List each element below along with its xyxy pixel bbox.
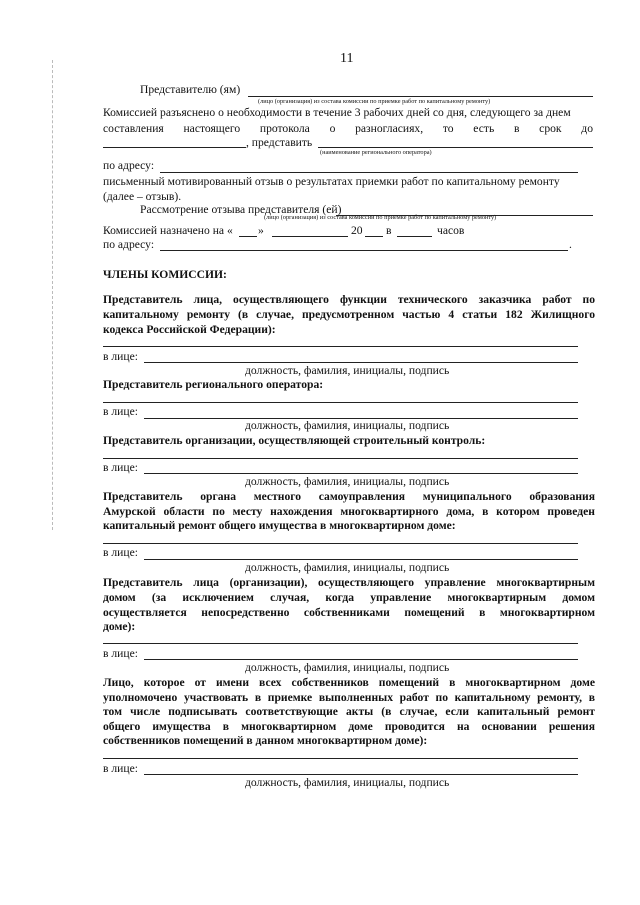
section-3-org-field[interactable] xyxy=(103,458,578,459)
section-4-org-field[interactable] xyxy=(103,543,578,544)
section-6-person-field[interactable] xyxy=(144,774,578,775)
section-5-line-3: осуществляется непосредственно собственниками помещений в многоквартирном xyxy=(103,606,595,619)
feedback-text-2: (далее – отзыв). xyxy=(103,190,182,203)
section-1-signature-caption: должность, фамилия, инициалы, подпись xyxy=(245,364,450,377)
section-6-in-person-label: в лице: xyxy=(103,762,138,775)
section-4-signature-caption: должность, фамилия, инициалы, подпись xyxy=(245,561,450,574)
section-6-line-3: том числе подписывать соответствующие акты (в случае, если капитальный ремонт xyxy=(103,705,595,718)
representative-field[interactable] xyxy=(248,96,593,97)
section-4-in-person-label: в лице: xyxy=(103,546,138,559)
section-2-line-1: Представитель регионального оператора: xyxy=(103,378,324,391)
section-1-line-1: Представитель лица, осуществляющего функции технического заказчика работ по xyxy=(103,293,595,306)
submit-label: , представить xyxy=(246,136,313,149)
section-6-signature-caption: должность, фамилия, инициалы, подпись xyxy=(245,776,450,789)
section-1-line-2: капитальному ремонту (в случае, предусмотренном частью 4 статьи 182 Жилищного xyxy=(103,308,595,321)
section-2-org-field[interactable] xyxy=(103,402,578,403)
address-end: . xyxy=(569,238,572,251)
representative-label: Представителю (ям) xyxy=(140,83,241,96)
appointed-month-field[interactable] xyxy=(272,236,348,237)
section-4-line-2: Амурской области по месту нахождения многоквартирного дома, в котором проведен xyxy=(103,505,595,518)
section-4-line-1: Представитель органа местного самоуправления муниципального образования xyxy=(103,490,595,503)
section-1-in-person-label: в лице: xyxy=(103,350,138,363)
section-6-org-field[interactable] xyxy=(103,758,578,759)
section-1-person-field[interactable] xyxy=(144,362,578,363)
section-5-line-1: Представитель лица (организации), осуществляющего управление многоквартирным xyxy=(103,576,595,589)
section-5-in-person-label: в лице: xyxy=(103,647,138,660)
section-5-org-field[interactable] xyxy=(103,643,578,644)
review-label: Рассмотрение отзыва представителя (ей) xyxy=(140,203,342,216)
section-5-person-field[interactable] xyxy=(144,659,578,660)
appointed-year-suffix: в xyxy=(386,224,392,237)
section-3-in-person-label: в лице: xyxy=(103,461,138,474)
address-field-2[interactable] xyxy=(160,250,568,251)
address-label-2: по адресу: xyxy=(103,238,155,251)
section-5-signature-caption: должность, фамилия, инициалы, подпись xyxy=(245,661,450,674)
feedback-text-1: письменный мотивированный отзыв о результатах приемки работ по капитальному ремонту xyxy=(103,175,560,188)
appointed-year-field[interactable] xyxy=(365,236,383,237)
preparation-text: составления настоящего протокола о разногласиях, то есть в срок до xyxy=(103,122,593,135)
section-4-line-3: капитальный ремонт общего имущества в многоквартирном доме: xyxy=(103,519,456,532)
section-2-in-person-label: в лице: xyxy=(103,405,138,418)
section-5-line-4: доме): xyxy=(103,620,136,633)
section-3-person-field[interactable] xyxy=(144,473,578,474)
appointed-year-label: 20 xyxy=(351,224,363,237)
deadline-field[interactable] xyxy=(103,147,246,148)
section-3-signature-caption: должность, фамилия, инициалы, подпись xyxy=(245,475,450,488)
section-1-line-3: кодекса Российской Федерации): xyxy=(103,323,276,336)
section-6-line-5: собственников помещений в данном многоквартирном доме): xyxy=(103,734,428,747)
section-6-line-1: Лицо, которое от имени всех собственников помещений в многоквартирном доме xyxy=(103,676,595,689)
section-5-line-2: домом (за исключением случая, когда управление многоквартирным домом xyxy=(103,591,595,604)
appointed-hours-label: часов xyxy=(437,224,465,237)
section-4-person-field[interactable] xyxy=(144,559,578,560)
regional-operator-field[interactable] xyxy=(318,147,593,148)
appointed-day-field[interactable] xyxy=(239,236,257,237)
review-caption: (лицо (организация) из состава комиссии по приемке работ по капитальному ремонту) xyxy=(264,214,497,221)
scan-margin-mark xyxy=(52,60,54,530)
commission-heading: ЧЛЕНЫ КОМИССИИ: xyxy=(103,268,227,281)
section-3-line-1: Представитель организации, осуществляющей строительный контроль: xyxy=(103,434,486,447)
section-1-org-field[interactable] xyxy=(103,346,578,347)
section-2-signature-caption: должность, фамилия, инициалы, подпись xyxy=(245,419,450,432)
appointed-hour-field[interactable] xyxy=(397,236,432,237)
appointed-quote-close: » xyxy=(258,224,264,237)
section-6-line-4: общего имущества в многоквартирном доме проводится на основании решения xyxy=(103,720,595,733)
representative-caption: (лицо (организация) из состава комиссии по приемке работ по капитальному ремонту) xyxy=(258,98,491,105)
address-field-1[interactable] xyxy=(160,172,578,173)
section-6-line-2: уполномочено участвовать в приемке выполненных работ по капитальному ремонту, в xyxy=(103,691,595,704)
address-label-1: по адресу: xyxy=(103,159,155,172)
appointed-prefix: Комиссией назначено на « xyxy=(103,224,233,237)
page-number: 11 xyxy=(340,51,354,66)
explained-text: Комиссией разъяснено о необходимости в течение 3 рабочих дней со дня, следующего за днем xyxy=(103,106,571,119)
operator-caption: (наименование регионального оператора) xyxy=(320,149,432,156)
